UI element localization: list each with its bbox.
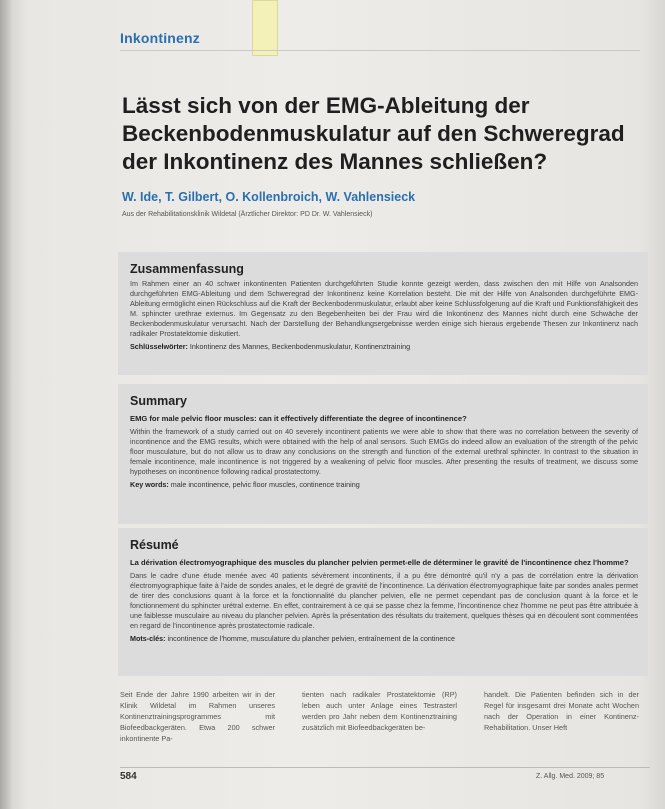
body-column-2: tienten nach radikaler Prostatektomie (RP) leben auch unter Anlage eines Testrasterl werden pro Jahr neben dem Kontinenztraining zusätzlich mit Biofeedbackgeräten be- — [302, 690, 457, 732]
keywords-label: Mots-clés: — [130, 634, 166, 643]
page-number: 584 — [120, 771, 137, 782]
abstract-french-subtitle: La dérivation électromyographique des muscles du plancher pelvien permet-elle de déterminer le gravité de l'incontinence chez l'homme? — [130, 558, 629, 567]
abstract-german-text: Im Rahmen einer an 40 schwer inkontinenten Patienten durchgeführten Studie konnte gezeigt werden, dass zwischen den mit Hilfe von Analsonden durchgeführten EMG-Ableitung und dem Schweregrad der Inkontinenz keine Korrelation besteht. Die mit der Hilfe von Analsonden durchgeführte EMG-Ableitung ermöglicht einen Rückschluss auf die Kraft der Beckenbodenmuskulatur, erlaubt aber keine Schlussfolgerung auf die Kraft und Funktionsfähigkeit des M. sphincter urethrae externus. Im Gegensatz zu den Begebenheiten bei der Frau wird die Inkontinenz des Mannes nicht durch eine Schwäche der Beckenbodenmuskulatur verursacht. Nach der Darstellung der Behandlungsergebnisse werden einige sich hieraus ergebende Thesen zur Inkontinenz nach radikaler Prostatektomie diskutiert. — [130, 279, 638, 338]
keywords-text: incontinence de l'homme, musculature du plancher pelvien, entraînement de la continence — [167, 634, 455, 643]
page-binding-edge — [0, 0, 12, 809]
article-authors: W. Ide, T. Gilbert, O. Kollenbroich, W. Vahlensieck — [122, 190, 416, 204]
body-column-3: handelt. Die Patienten befinden sich in der Regel für insgesamt drei Monate acht Wochen nach der Operation in einer Kontinenz-Rehabilitation. Unser Heft — [484, 690, 639, 732]
abstract-english-text: Within the framework of a study carried out on 40 severely incontinent patients we were able to show that there was no correlation between the severity of incontinence and the EMG results, which were obtained with the help of anal sensors. Such EMGs do indeed allow an evaluation of the strength of the pelvic floor musculature, but do not allow us to draw any conclusions on the strength and function of the external urethral sphincter. In contrast to the situation in female incontinence, male incontinence is not triggered by a weakening of pelvic floor muscles. After presenting the results of treatment, we discuss some hypotheses on incontinence following radical prostatectomy. — [130, 427, 638, 476]
section-label: Inkontinenz — [120, 30, 200, 46]
article-affiliation: Aus der Rehabilitationsklinik Wildetal (Ärztlicher Direktor: PD Dr. W. Vahlensieck) — [122, 211, 373, 218]
footer-divider — [120, 767, 650, 768]
abstract-french-keywords — [130, 634, 638, 644]
journal-reference: Z. Allg. Med. 2009; 85 — [536, 773, 605, 780]
keywords-text: Inkontinenz des Mannes, Beckenbodenmuskulatur, Kontinenztraining — [189, 342, 411, 351]
keywords-label: Key words: — [130, 480, 169, 489]
abstract-german-keywords — [130, 342, 638, 352]
abstract-english — [118, 384, 648, 524]
keywords-text: male incontinence, pelvic floor muscles, continence training — [170, 480, 360, 489]
article-title: Lässt sich von der EMG-Ableitung der Beckenbodenmuskulatur auf den Schweregrad der Inkontinenz des Mannes schließen? — [122, 93, 625, 174]
abstract-german — [118, 252, 648, 375]
abstract-english-heading: Summary — [130, 394, 187, 408]
section-divider — [120, 50, 640, 51]
abstract-english-keywords — [130, 480, 638, 490]
keywords-label: Schlüsselwörter: — [130, 342, 188, 351]
abstract-german-heading: Zusammenfassung — [130, 262, 244, 276]
abstract-english-subtitle: EMG for male pelvic floor muscles: can it effectively differentiate the degree of incontinence? — [130, 414, 467, 423]
abstract-french-text: Dans le cadre d'une étude menée avec 40 patients sévèrement incontinents, il a pu être démontré qu'il n'y a pas de corrélation entre la dérivation électromyographique faite à l'aide de sondes anales, et le degré de gravité de l'incontinence. La dérivation électromyographique faite par sondes anales permet de tirer des conclusions quant à la force et la fonctionnalité du plancher pelvien, elle ne permet cependant pas de conclusion quant à la force et le fonctionnement du sphincter urétral externe. En effet, contrairement à ce qui se passe chez la femme, l'incontinence chez l'homme ne peut pas être attribuée à une faiblesse musculaire au niveau du plancher pelvien. Après la présentation des résultats du traitement, quelques thèses qui en découlent sont commentées en regard de l'incontinence après prostatectomie radicale. — [130, 571, 638, 630]
body-column-1: Seit Ende der Jahre 1990 arbeiten wir in der Klinik Wildetal im Rahmen unseres Kontinenztrainingsprogrammes mit Biofeedbackgeräten. Etwa 200 schwer inkontinente Pa- — [120, 690, 275, 743]
abstract-french-heading: Résumé — [130, 538, 179, 552]
abstract-french — [118, 528, 648, 676]
sticky-note — [252, 0, 278, 56]
